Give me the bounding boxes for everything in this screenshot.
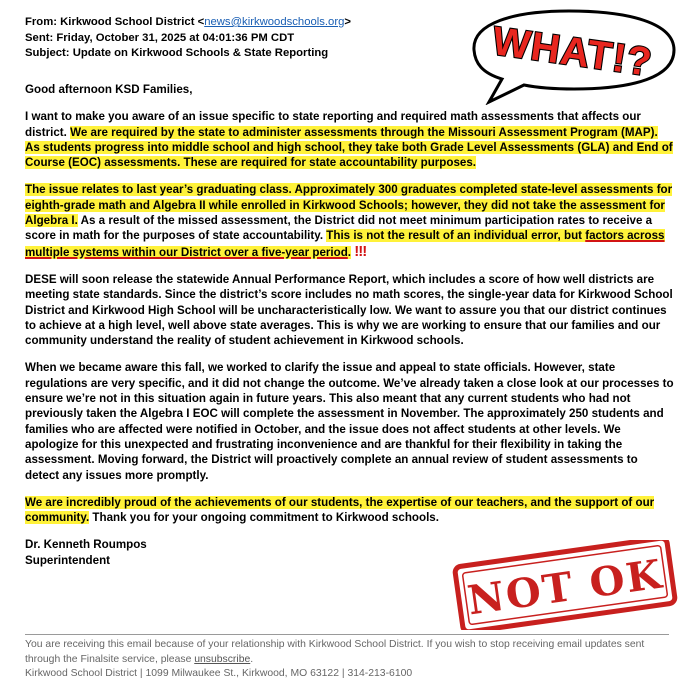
footer-notice bbox=[25, 638, 675, 667]
not-ok-stamp bbox=[440, 540, 690, 630]
exclamation-annotation: !!! bbox=[354, 242, 367, 260]
unsubscribe-link[interactable]: unsubscribe bbox=[194, 653, 251, 665]
p2-highlight-2c: . bbox=[347, 245, 352, 259]
sent-line: Sent: Friday, October 31, 2025 at 04:01:36 PM CDT bbox=[25, 31, 295, 44]
from-label: From: Kirkwood School District < bbox=[25, 16, 205, 28]
stamp-text: NOT OK bbox=[464, 550, 667, 625]
footer-address: Kirkwood School District | 1099 Milwaukee St., Kirkwood, MO 63122 | 314-213-6100 bbox=[25, 668, 413, 679]
email-body bbox=[25, 82, 675, 568]
email-footer bbox=[25, 638, 675, 682]
signature-name: Dr. Kenneth Roumpos bbox=[25, 538, 147, 552]
p2-highlight-underlined: factors across multiple systems within our District over a five-year period bbox=[25, 229, 665, 259]
p5-plain: Thank you for your ongoing commitment to Kirkwood schools. bbox=[89, 511, 439, 525]
p5-highlight: We are incredibly proud of the achievements of our students, the expertise of our teachers, and the support of our community. bbox=[25, 495, 655, 525]
p2-highlight-2a: This is not the result of an individual error, but bbox=[326, 229, 586, 243]
sender-email-link[interactable]: news@kirkwoodschools.org bbox=[204, 16, 345, 28]
paragraph-1 bbox=[25, 109, 675, 170]
email-header bbox=[25, 15, 351, 62]
paragraph-5 bbox=[25, 495, 675, 526]
p1-highlight: We are required by the state to administer assessments through the Missouri Assessment Program (MAP). As students progress into middle school and high school, they take both Grade Level Assessments (GLA) and End of Course (EOC) assessments. These are required for state accountability purposes. bbox=[25, 125, 673, 170]
footer-line-1-end: . bbox=[250, 653, 254, 665]
p2-highlight-1: The issue relates to last year’s graduating class. Approximately 300 graduates completed state-level assessments for eighth-grade math and Algebra II while enrolled in Kirkwood Schools; however, they did not take the assessment for Algebra I. bbox=[25, 183, 673, 228]
signature-title: Superintendent bbox=[25, 553, 111, 567]
p1-plain: I want to make you aware of an issue specific to state reporting and required math assessments that affects our district. bbox=[25, 110, 641, 139]
greeting: Good afternoon KSD Families, bbox=[25, 83, 193, 96]
paragraph-4: When we became aware this fall, we worked to clarify the issue and appeal to state officials. However, state regulations are very specific, and it did not change the outcome. We’ve already taken a close look at our processes to ensure we’re not in this situation again in future years. This also meant that any current students who had not previously taken the Algebra I EOC will complete the assessment in November. The approximately 250 students and families who are affected were notified in October, and the issue does not affect students at other levels. We apologize for this unexpected and frustrating inconvenience and are thankful for their flexibility in taking the assessment. Moving forward, the District will proactively complete an annual review of student assessments to detect any issues more promptly. bbox=[25, 361, 674, 482]
footer-line-1: You are receiving this email because of your relationship with Kirkwood School District. If you wish to stop receiving email updates sent through the Finalsite service, please bbox=[25, 639, 645, 665]
footer-divider bbox=[25, 634, 669, 635]
bubble-text: WHAT!? bbox=[489, 19, 656, 86]
subject-line: Subject: Update on Kirkwood Schools & State Reporting bbox=[25, 47, 329, 59]
from-close: > bbox=[344, 16, 351, 28]
from-line bbox=[25, 15, 351, 31]
paragraph-3: DESE will soon release the statewide Annual Performance Report, which includes a score of how well districts are meeting state standards. Since the district’s score includes no math scores, the single-year data for Kirkwood School District and Kirkwood High School will be uncharacteristically low. We want to assure you that our district continues to achieve at a high level, well above state averages. This is why we are working to ensure that our families and our community understand the reality of student achievement in Kirkwood schools. bbox=[25, 272, 673, 348]
p2-plain: As a result of the missed assessment, the District did not meet minimum participation rates to receive a score in math for the purposes of state accountability. bbox=[25, 214, 653, 243]
paragraph-2 bbox=[25, 182, 675, 259]
what-speech-bubble bbox=[444, 5, 694, 105]
